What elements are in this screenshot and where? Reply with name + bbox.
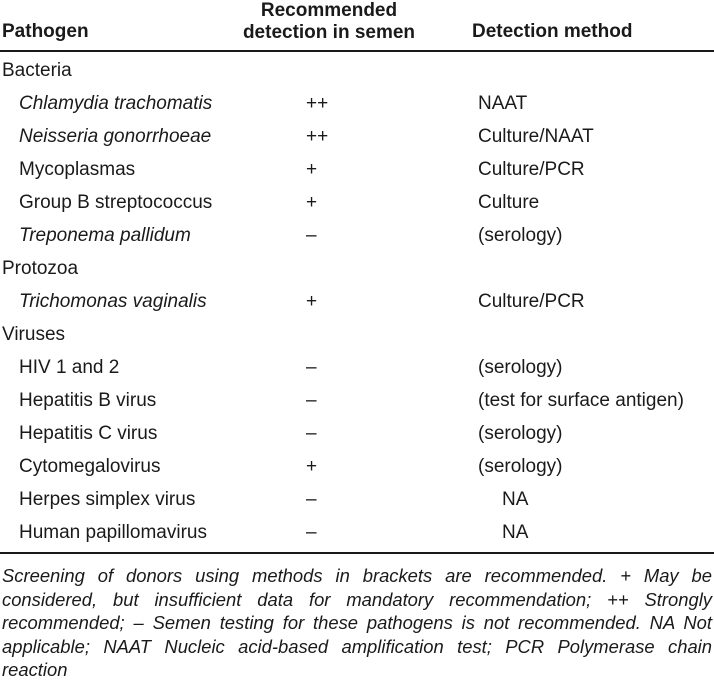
detection-method-cell: (serology)	[478, 357, 563, 378]
table-row	[0, 450, 714, 483]
pathogen-name: Neisseria gonorrhoeae	[19, 126, 212, 147]
group-label: Bacteria	[2, 60, 72, 81]
table-row	[0, 153, 714, 186]
recommendation-cell: –	[306, 390, 317, 411]
recommendation-cell: ++	[306, 126, 329, 147]
table-row	[0, 285, 714, 318]
group-label: Protozoa	[2, 258, 79, 279]
table-row	[0, 483, 714, 516]
pathogen-name: Trichomonas vaginalis	[19, 291, 207, 312]
header-recommended-line1: Recommended	[260, 0, 398, 21]
pathogen-name: Hepatitis C virus	[19, 423, 158, 444]
recommendation-cell: –	[306, 423, 317, 444]
detection-method-cell: (serology)	[478, 423, 563, 444]
table-row	[0, 417, 714, 450]
detection-method-cell: Culture/NAAT	[478, 126, 594, 147]
detection-method-cell: (serology)	[478, 456, 563, 477]
detection-method-cell: Culture	[478, 192, 540, 213]
group-row	[0, 54, 714, 87]
group-row	[0, 252, 714, 285]
detection-method-cell: (test for surface antigen)	[478, 390, 684, 411]
pathogen-name: Treponema pallidum	[19, 225, 191, 246]
table-body	[0, 52, 714, 554]
table-row	[0, 120, 714, 153]
pathogen-name: Mycoplasmas	[19, 159, 136, 180]
recommendation-cell: +	[306, 291, 318, 312]
pathogen-name: Cytomegalovirus	[19, 456, 161, 477]
header-recommended-line2: detection in semen	[242, 22, 416, 43]
table-header	[0, 0, 714, 52]
table-bottom-rule	[0, 552, 714, 554]
detection-method-cell: (serology)	[478, 225, 563, 246]
table-row	[0, 87, 714, 120]
table-row	[0, 384, 714, 417]
recommendation-cell: –	[306, 489, 317, 510]
detection-method-cell: Culture/PCR	[478, 159, 585, 180]
detection-method-cell: NAAT	[478, 93, 528, 114]
detection-method-cell: NA	[502, 489, 529, 510]
pathogen-name: Chlamydia trachomatis	[19, 93, 213, 114]
recommendation-cell: ++	[306, 93, 329, 114]
recommendation-cell: –	[306, 225, 317, 246]
table-row	[0, 186, 714, 219]
pathogen-name: Hepatitis B virus	[19, 390, 157, 411]
recommendation-cell: +	[306, 456, 318, 477]
table-row	[0, 351, 714, 384]
table-footnote: Screening of donors using methods in brackets are recommended. + May be considered, but insufficient data for mandatory recommendation; ++ Strongly recommended; – Semen testing for these pathogens is not recommended. NA Not applicable; NAAT Nucleic acid-based amplification test; PCR Polymerase chain reaction	[2, 565, 712, 680]
detection-method-cell: Culture/PCR	[478, 291, 585, 312]
table-row	[0, 516, 714, 549]
pathogen-name: Group B streptococcus	[19, 192, 213, 213]
recommendation-cell: –	[306, 522, 317, 543]
header-recommended	[218, 0, 440, 44]
recommendation-cell: +	[306, 159, 318, 180]
recommendation-cell: +	[306, 192, 318, 213]
pathogen-name: HIV 1 and 2	[19, 357, 120, 378]
recommendation-cell: –	[306, 357, 317, 378]
pathogen-name: Human papillomavirus	[19, 522, 207, 543]
header-detection-method: Detection method	[472, 21, 633, 42]
table-row	[0, 219, 714, 252]
group-row	[0, 318, 714, 351]
detection-method-cell: NA	[502, 522, 529, 543]
group-label: Viruses	[2, 324, 66, 345]
pathogen-name: Herpes simplex virus	[19, 489, 196, 510]
header-pathogen: Pathogen	[2, 21, 89, 42]
